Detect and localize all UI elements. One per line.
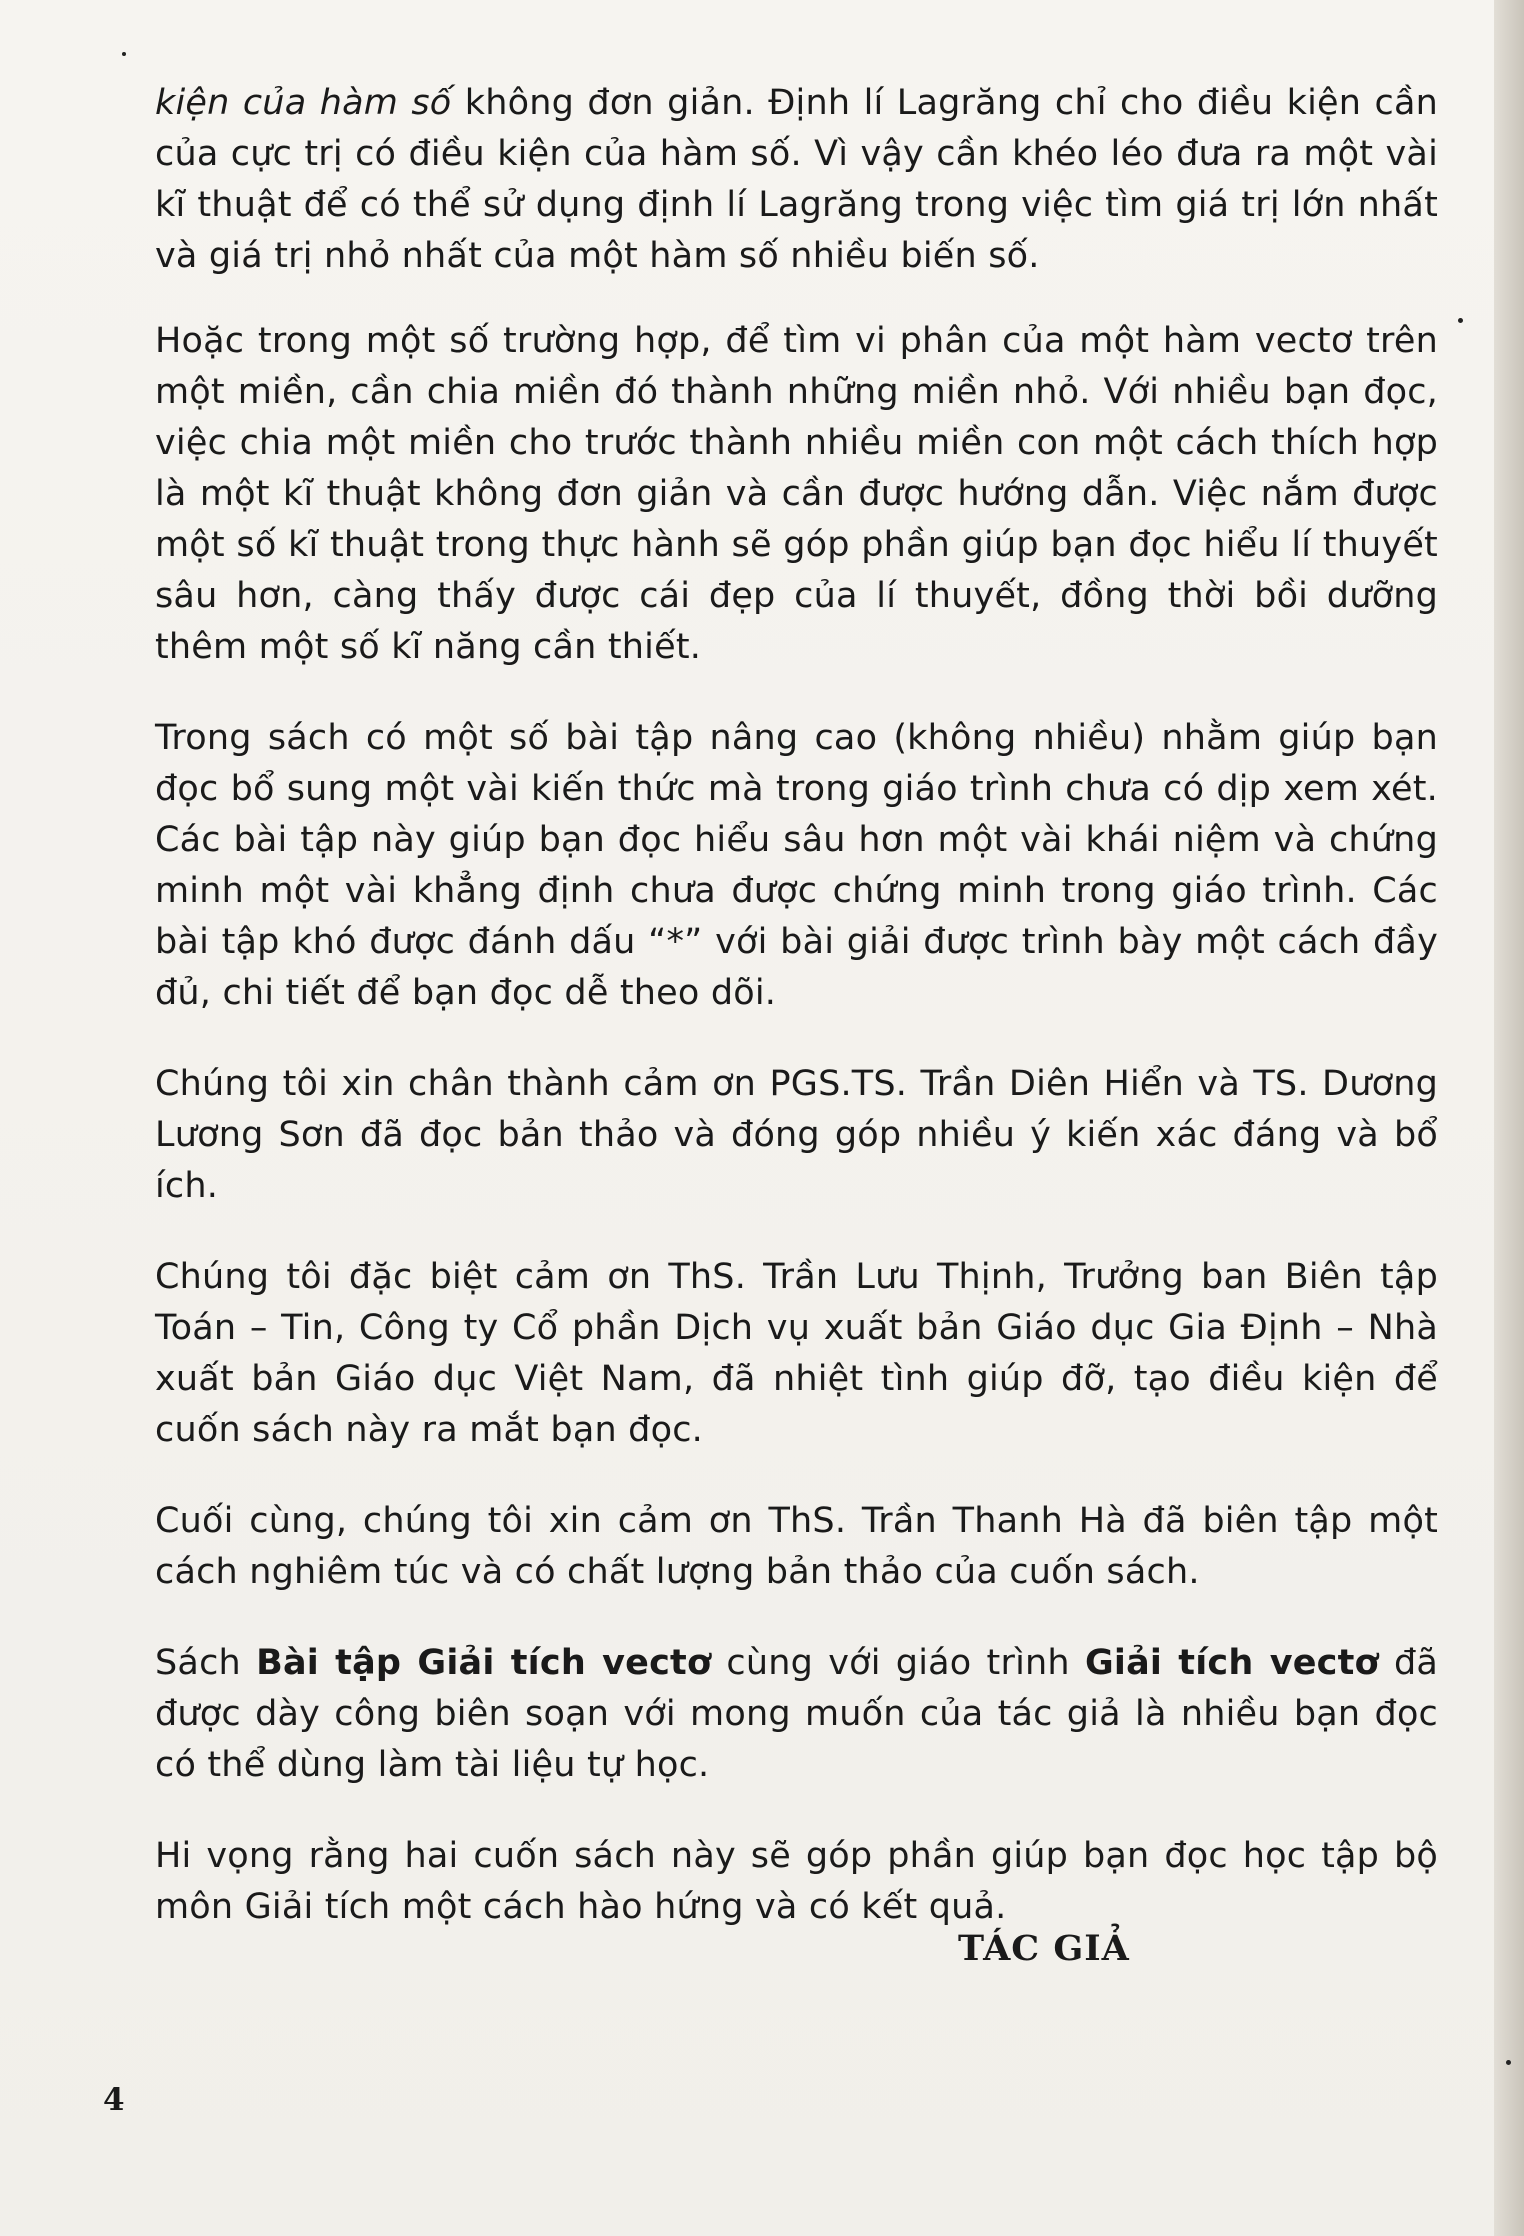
italic-phrase: kiện của hàm số xyxy=(155,83,452,123)
paragraph-5: Chúng tôi đặc biệt cảm ơn ThS. Trần Lưu Thịnh, Trưởng ban Biên tập Toán – Tin, Công ty Cổ phần Dịch vụ xuất bản Giáo dục Gia Định – Nhà xuất bản Giáo dục Việt Nam, đã nhiệt tình giúp đỡ, tạo điều kiện để cuốn sách này ra mắt bạn đọc. xyxy=(155,1257,1438,1450)
paragraph-1 xyxy=(155,78,1438,282)
paragraph-3: Trong sách có một số bài tập nâng cao (không nhiều) nhằm giúp bạn đọc bổ sung một vài kiến thức mà trong giáo trình chưa có dịp xem xét. Các bài tập này giúp bạn đọc hiểu sâu hơn một vài khái niệm và chứng minh một vài khẳng định chưa được chứng minh trong giáo trình. Các bài tập khó được đánh dấu “*” với bài giải được trình bày một cách đầy đủ, chi tiết để bạn đọc dễ theo dõi. xyxy=(155,718,1438,1013)
body-text xyxy=(155,78,1438,1973)
author-signature: TÁC GIẢ xyxy=(958,1928,1130,1969)
paragraph-7-text-c: cùng với giáo trình xyxy=(711,1643,1085,1683)
paragraph-2: Hoặc trong một số trường hợp, để tìm vi phân của một hàm vectơ trên một miền, cần chia miền đó thành những miền nhỏ. Với nhiều bạn đọc, việc chia một miền cho trước thành nhiều miền con một cách thích hợp là một kĩ thuật không đơn giản và cần được hướng dẫn. Việc nắm được một số kĩ thuật trong thực hành sẽ góp phần giúp bạn đọc hiểu lí thuyết sâu hơn, càng thấy được cái đẹp của lí thuyết, đồng thời bồi dưỡng thêm một số kĩ năng cần thiết. xyxy=(155,321,1438,667)
page-number: 4 xyxy=(103,2082,125,2118)
book-title-textbook: Giải tích vectơ xyxy=(1084,1643,1379,1683)
paragraph-4: Chúng tôi xin chân thành cảm ơn PGS.TS. Trần Diên Hiển và TS. Dương Lương Sơn đã đọc bản thảo và đóng góp nhiều ý kiến xác đáng và bổ ích. xyxy=(155,1064,1438,1206)
book-title-exercises: Bài tập Giải tích vectơ xyxy=(256,1643,712,1683)
speck-mark xyxy=(1506,2060,1511,2065)
paragraph-1-text: không đơn giản. Định lí Lagrăng chỉ cho điều kiện cần của cực trị có điều kiện của hàm số. Vì vậy cần khéo léo đưa ra một vài kĩ thuật để có thể sử dụng định lí Lagrăng trong việc tìm giá trị lớn nhất và giá trị nhỏ nhất của một hàm số nhiều biến số. xyxy=(155,83,1438,276)
paragraph-7-text-a: Sách xyxy=(155,1643,257,1683)
paragraph-6: Cuối cùng, chúng tôi xin cảm ơn ThS. Trần Thanh Hà đã biên tập một cách nghiêm túc và có chất lượng bản thảo của cuốn sách. xyxy=(155,1501,1438,1592)
page-edge xyxy=(1494,0,1524,2236)
speck-mark xyxy=(122,52,126,56)
paragraph-7-text-e: đã được dày công biên soạn với mong muốn của tác giả là nhiều bạn đọc có thể dùng làm tài liệu tự học. xyxy=(155,1643,1439,1785)
speck-mark xyxy=(1458,318,1463,323)
paragraph-8: Hi vọng rằng hai cuốn sách này sẽ góp phần giúp bạn đọc học tập bộ môn Giải tích một cách hào hứng và có kết quả. xyxy=(155,1836,1438,1927)
paragraph-7 xyxy=(155,1638,1438,1791)
